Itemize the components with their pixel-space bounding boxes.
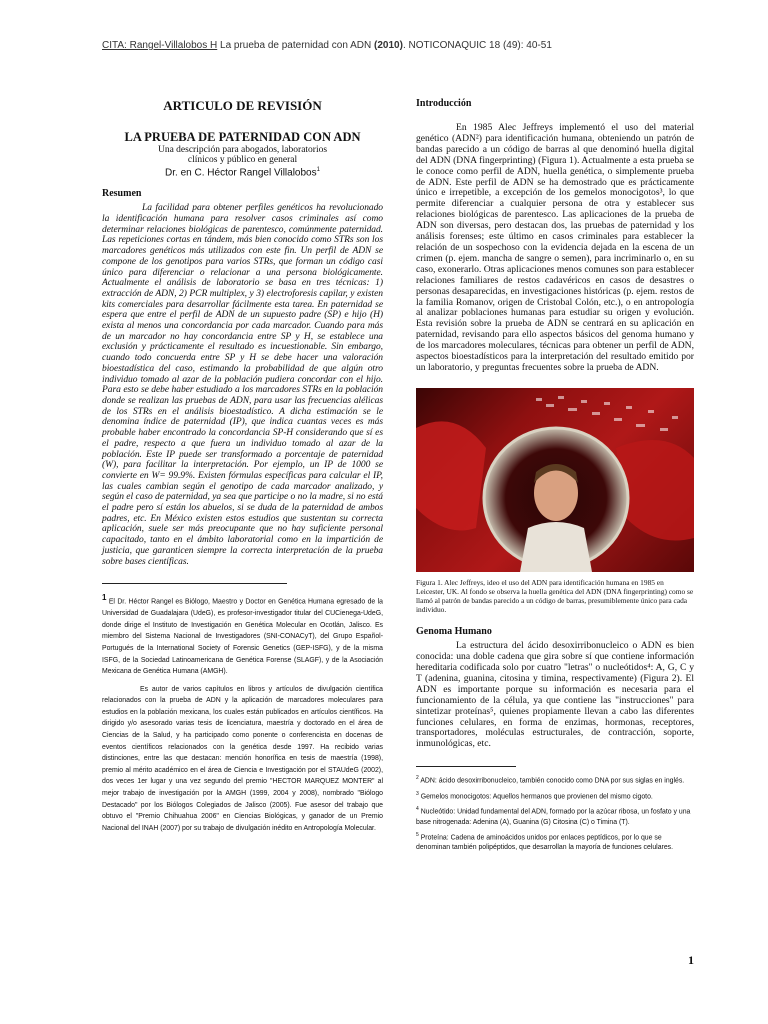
author-line xyxy=(102,167,383,178)
footnote-3-text: Gemelos monocigotos: Aquellos hermanos que provienen del mismo cigoto. xyxy=(420,793,653,801)
genoma-text: La estructura del ácido desoxirribonucleico o ADN es bien conocida: una doble cadena que gira sobre sí que contiene información hereditaria codificada solo por cuatro "letras" o nucleótidos⁴: A, G, C y T (adenina, guanina, citosina y timina, respectivamente) (Figura 2). El ADN es importante porque su información es necesaria para el funcionamiento de la célula, ya que contiene las "instrucciones" para sintetizar proteínas⁵, quienes propiamente llevan a cabo las diferentes funciones celulares, en forma de enzimas, hormonas, receptores, transportadores, moléculas estructurales, de contracción, soporte, inmunológicas, etc. xyxy=(416,640,694,750)
left-column xyxy=(102,98,383,834)
author-note-1 xyxy=(102,592,383,677)
footnote-4-number: 4 xyxy=(416,806,419,813)
citation-title: La prueba de paternidad con ADN xyxy=(220,40,372,51)
citation-line: CITA: Rangel-Villalobos H La prueba de paternidad con ADN (2010). NOTICONAQUIC 18 (49): 40-51 xyxy=(102,40,552,51)
resumen-text: La facilidad para obtener perfiles genéticos ha revolucionado la identificación humana para resolver casos criminales así como determinar relaciones biológicas de parentesco, comúnmente paternidad. Las repeticiones cortas en tándem, más bien conocido como STRs son los marcadores genéticos más utilizados con este fin. Un perfil de ADN se compone de los genotipos para varios STRs, que forman un código casi único para diferenciar o relacionar a una persona biológicamente. Actualmente el análisis de laboratorio se basa en tres técnicas: 1) extracción de ADN, 2) PCR multiplex, y 3) electroforesis capilar, y existen kits comerciales para desarrollar fácilmente esta tarea. En paternidad se espera que entre el perfil de ADN de un supuesto padre (SP) e hijo (H) exista al menos una concordancia por cada marcador. Cuando para más de un marcador no hay concordancia entre SP y H, se establece una exclusión y prácticamente el resultado es incuestionable. Sin embargo, cuando todo concuerda entre SP y H se debe hacer una valoración bioestadística del caso, estimando la probabilidad de que algún otro individuo tomado al azar de la población pudiera concordar con el hijo. Para esto se debe haber estudiado a los marcadores STRs en la población donde se realizan las pruebas de ADN, para usar las frecuencias alélicas de los STRs en el análisis bioestadístico. A dicha estimación se le denomina índice de paternidad (IP), que indica cuantas veces es más probable haber encontrado la concordancia SP-H considerando que sí es el padre, respecto a que fuera un individuo tomado al azar de la población. Este IP puede ser transformado a porcentaje de paternidad (W), para facilitar la interpretación. Por ejemplo, un IP de 1000 se convierte en W= 99.9%. Existen fórmulas específicas para calcular el IP, las cuales cambian según el genotipo de cada marcador analizado, y según el caso de paternidad, ya sea que participe o no la madre, si no está el padre pero sí están los abuelos, si se duda de la paternidad de ambos padres, etc. En México existen estos estudios que sustentan su correcta aplicación, suele ser más preocupante que no hay suficiente personal capacitado, tanto en el ámbito laboratorial como en la impartición de justicia, que garanticen siempre la correcta interpretación de la prueba sobre bases científicas. xyxy=(102,203,383,567)
footnote-5-text: Proteína: Cadena de aminoácidos unidos por enlaces peptídicos, por lo que se denominan también polipéptidos, que desarrollan la mayoría de funciones celulares. xyxy=(416,834,674,852)
footnote-divider xyxy=(102,583,287,584)
footnote-4 xyxy=(416,804,694,828)
author-note-p1: El Dr. Héctor Rangel es Biólogo, Maestro y Doctor en Genética Humana egresado de la Universidad de Guadalajara (UdeG), es profesor-investigador titular del CUCienega-UdeG, donde dirige el Instituto de Investigación en Genética Molecular en Ocotlán, Jalisco. Es miembro del Sistema Nacional de Investigadores (SNI-CONACyT), del Grupo Español-Portugués de la International Society of Forensic Genetics (GEP-ISFG), y de la misma ISFG, de la Sociedad Latinoamericana de Genética Forense (SLAGF), y de la Asociación Mexicana de Genética Humana (AMGH). xyxy=(102,598,383,676)
author-note-p2: Es autor de varios capítulos en libros y artículos de divulgación científica relacionados con la prueba de ADN y la aplicación de marcadores moleculares para estudios en la población mexicana, los cuales están publicados en artículos científicos. Ha dirigido y/o asesorado varias tesis de licenciatura, maestría y doctorado en el área de Ciencias de la Salud, y ha participado como ponente o conferencista en docenas de eventos científicos relacionados con la genética desde 1997. Ha recibido varias distinciones, entre las que destacan: mención honorífica en tesis de maestría (1998), premio al mérito académico en el área de Ciencia e Investigación por el STAUdeG (2002), dos veces 1er lugar y una vez segundo del premio "HECTOR MARQUEZ MONTER" al mejor trabajo de investigación por la AMGH (1999, 2004 y 2008), nombrado "Biólogo Destacado" por los Biólogos Colegiados de Jalisco (2005). Fue asesor del trabajo que obtuvo el "Premio Chihuahua 2006" en Ciencias Biológicas, y ganador de un Premio Nacional del INAH (2007) por su trabajo de divulgación inédito en Antropología Molecular. xyxy=(102,685,383,832)
footnote-2-text: ADN: ácido desoxirribonucleico, también conocido como DNA por sus siglas en inglés. xyxy=(420,777,685,785)
right-footnote-divider xyxy=(416,766,516,767)
footnote-2 xyxy=(416,773,694,787)
right-column xyxy=(416,98,694,856)
resumen-heading: Resumen xyxy=(102,188,142,200)
footnote-3-number: 3 xyxy=(416,790,419,797)
genoma-heading: Genoma Humano xyxy=(416,626,492,638)
author-name: Dr. en C. Héctor Rangel Villalobos xyxy=(165,167,317,179)
section-head: ARTICULO DE REVISIÓN xyxy=(163,98,322,113)
author-note-number: 1 xyxy=(102,593,107,603)
barcode-bands xyxy=(536,396,678,431)
author-sup: 1 xyxy=(316,167,320,173)
figure-1-caption: Figura 1. Alec Jeffreys, ideo el uso del ADN para identificación humana en 1985 en Leicester, UK. Al fondo se observa la huella genética del ADN (DNA fingerprinting) como se llamó al patrón de bandas parecido a un código de barras, presumiblemente único para cada individuo. xyxy=(416,577,694,615)
figure-1-photo xyxy=(416,388,694,572)
article-title: LA PRUEBA DE PATERNIDAD CON ADN xyxy=(124,130,361,144)
citation-journal: NOTICONAQUIC 18 (49): 40-51 xyxy=(408,40,552,51)
page-number: 1 xyxy=(688,953,694,967)
footnote-2-number: 2 xyxy=(416,775,419,782)
intro-heading: Introducción xyxy=(416,98,472,109)
citation-year: (2010) xyxy=(374,40,403,51)
footnote-3 xyxy=(416,789,694,803)
figure-1-illustration xyxy=(416,388,694,572)
footnote-5-number: 5 xyxy=(416,831,419,838)
footnote-5 xyxy=(416,830,694,854)
citation-label: CITA: Rangel-Villalobos H xyxy=(102,40,218,51)
footnote-4-text: Nucleótido: Unidad fundamental del ADN, formado por la azúcar ribosa, un fosfato y una base nitrogenada: Adenina (A), Guanina (G) Citosina (C) o Timina (T). xyxy=(416,808,691,826)
intro-text: En 1985 Alec Jeffreys implementó el uso del material genético (ADN²) para identificación humana, obteniendo un patrón de bandas parecido a un código de barras al que denominó huella digital del ADN (DNA fingerprinting) (Figura 1). Actualmente a esta prueba se le conoce como perfil de ADN, huella genética, o simplemente prueba de ADN. Este perfil de ADN se ha demostrado que es prácticamente único e irrepetible, a excepción de los gemelos monocigotos³, lo que permite diferenciar a cualquier persona de otra y establecer sus relaciones biológicas de parentesco. Las aplicaciones de la prueba de ADN son diversas, pero destacan dos, las pruebas de paternidad y los análisis forenses; este último en casos criminales para establecer la relación de un sospechoso con la evidencia dejada en la escena de un crimen (p. ejem. mancha de sangre o semen), para incriminarlo o, en su caso, exonerarlo. Otras aplicaciones menos comunes son para establecer relaciones familiares de restos cadavéricos en casos de desastres o personas desaparecidas, en investigaciones históricas (p. ejem. restos de la familia Romanov, origen de Cristobal Colón, etc.), o en antropología al analizar poblaciones humanas para estudiar su origen y evolución. Esta revisión sobre la prueba de ADN se centrará en su aplicación en paternidad, revisando para ello aspectos básicos del genoma humano y de los marcadores moleculares, técnicas para obtener un perfil de ADN, aspectos bioestadísticos para la interpretación del resultado emitido por un laboratorio, y preguntas frecuentes sobre la prueba de ADN. xyxy=(416,122,694,373)
article-subtitle: Una descripción para abogados, laboratorios clínicos y público en general xyxy=(157,145,328,165)
